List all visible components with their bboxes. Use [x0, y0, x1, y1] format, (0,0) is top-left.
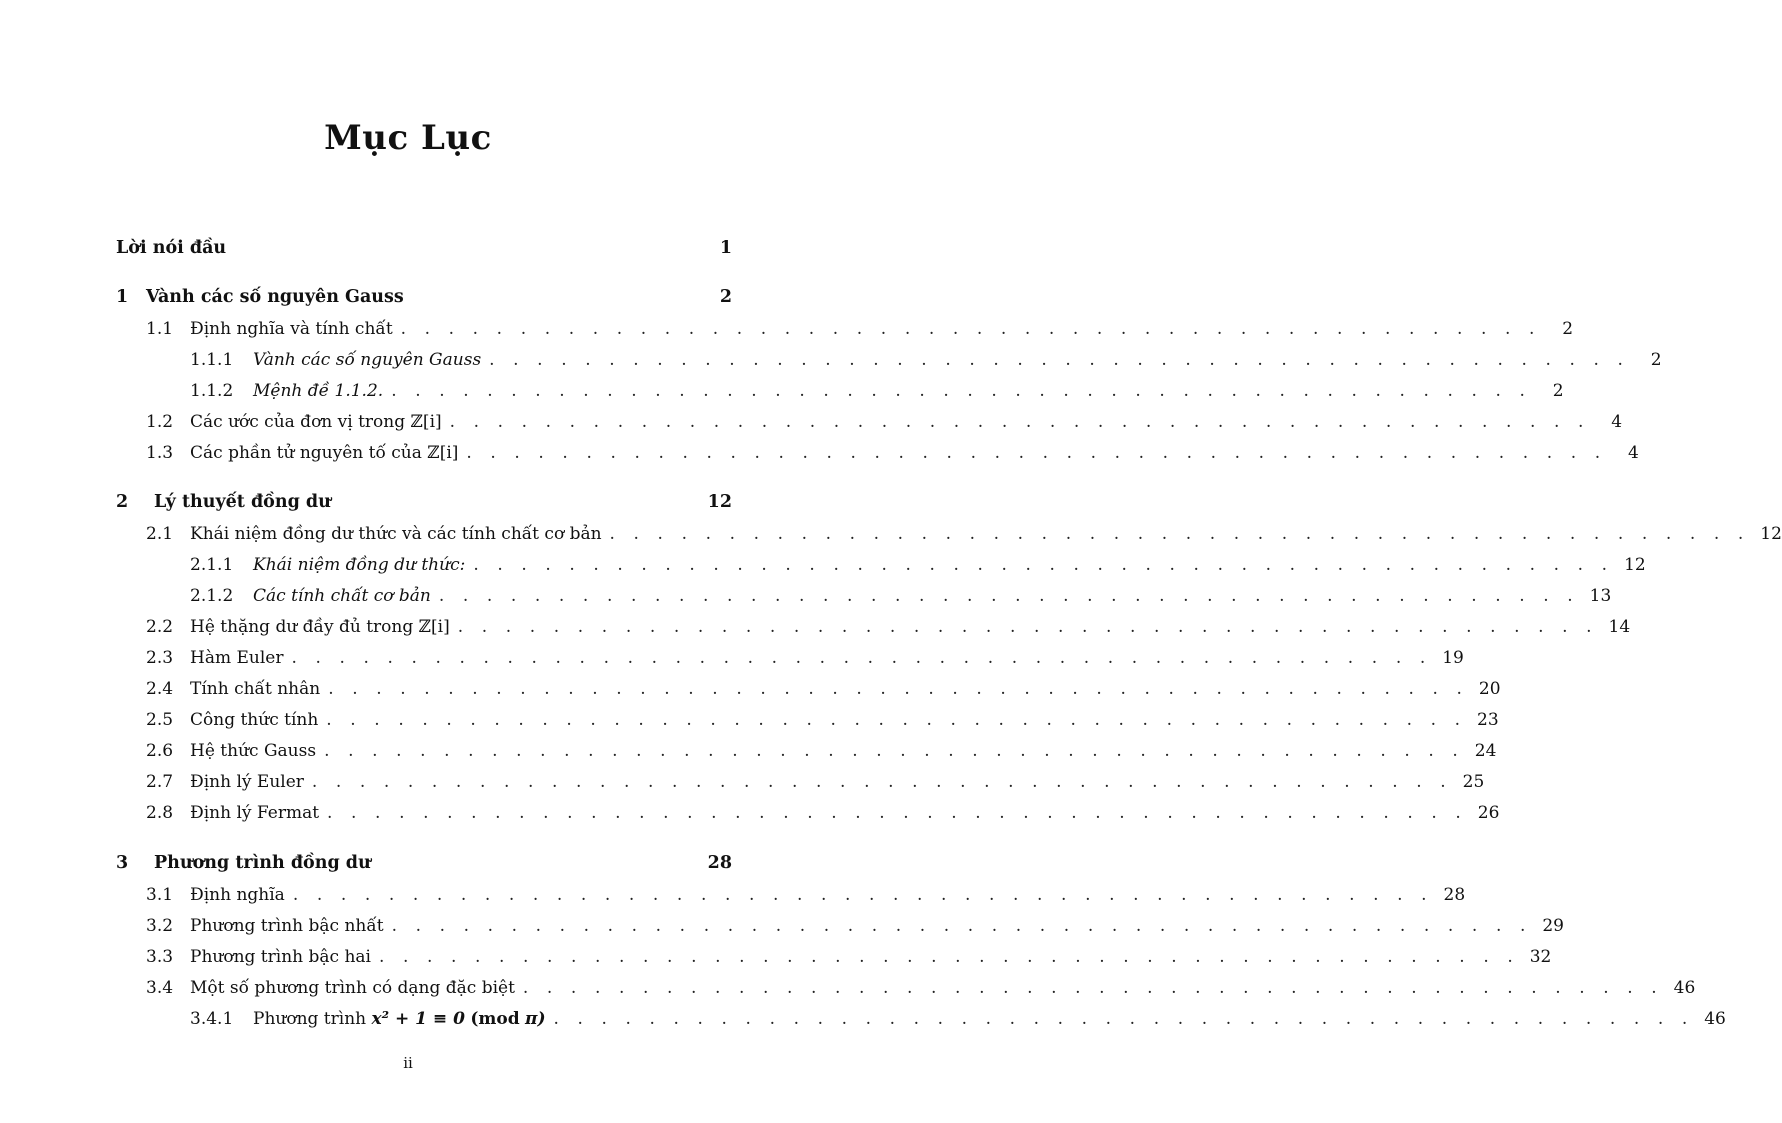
toc-entry-subsection-1-1-1[interactable]: [116, 350, 1662, 374]
toc-entry-section-2-7[interactable]: [116, 772, 1485, 796]
toc-entry-number: 2.5: [146, 710, 174, 730]
toc-entry-number: 2.1: [146, 524, 174, 544]
toc-entry-title: Khái niệm đồng dư thức và các tính chất cơ bản: [190, 524, 602, 544]
toc-leader-dots: . . . . . . . . . . . . . . . . . . . . . . . . . . . . . . . . . . . . . . . . . . . . . . . .: [328, 679, 1469, 699]
toc-entry-preface[interactable]: [116, 238, 732, 262]
toc-entry-page: 25: [1462, 772, 1485, 792]
toc-entry-number: 2.4: [146, 679, 174, 699]
toc-entry-section-2-3[interactable]: [116, 648, 1464, 672]
toc-entry-title: Các tính chất cơ bản: [253, 586, 431, 606]
toc-entry-subsection-1-1-2[interactable]: [116, 381, 1564, 405]
toc-entry-page: 2: [1562, 319, 1574, 339]
toc-entry-page: 19: [1442, 648, 1464, 668]
toc-entry-section-1-1[interactable]: [116, 319, 1574, 343]
toc-entry-title: Khái niệm đồng dư thức:: [253, 555, 466, 575]
page-number: ii: [403, 1054, 413, 1072]
toc-entry-title: Vành các số nguyên Gauss: [253, 350, 482, 370]
toc-entry-page: 32: [1529, 947, 1552, 967]
toc-leader-dots: . . . . . . . . . . . . . . . . . . . . . . . . . . . . . . . . . . . . . . . . . . . . . . . .: [553, 1009, 1694, 1029]
toc-entry-title: [253, 1009, 546, 1029]
toc-entry-page: 13: [1589, 586, 1612, 606]
toc-leader-dots: . . . . . . . . . . . . . . . . . . . . . . . . . . . . . . . . . . . . . . . . . . . . . . . .: [327, 803, 1468, 823]
toc-entry-number: 1.3: [146, 443, 174, 463]
page-title: Mục Lục: [324, 118, 492, 158]
toc-entry-number: 1.1.2: [190, 381, 234, 401]
toc-entry-number: 1.1: [146, 319, 174, 339]
toc-entry-number: 3.2: [146, 916, 174, 936]
toc-entry-section-2-4[interactable]: [116, 679, 1501, 703]
toc-leader-dots: . . . . . . . . . . . . . . . . . . . . . . . . . . . . . . . . . . . . . . . . . . . . . . . .: [438, 586, 1580, 606]
toc-entry-title: Lý thuyết đồng dư: [154, 492, 331, 512]
toc-entry-number: 1: [116, 287, 129, 307]
toc-entry-number: 2.3: [146, 648, 174, 668]
toc-entry-page: 4: [1627, 443, 1639, 463]
toc-entry-page: 46: [1673, 978, 1696, 998]
toc-entry-number: 3.1: [146, 885, 174, 905]
toc-entry-chapter-1[interactable]: [116, 287, 732, 311]
toc-entry-title: Phương trình bậc hai: [190, 947, 371, 967]
toc-entry-title: Hệ thức Gauss: [190, 741, 317, 761]
toc-entry-title: Định nghĩa và tính chất: [190, 319, 393, 339]
toc-leader-dots: . . . . . . . . . . . . . . . . . . . . . . . . . . . . . . . . . . . . . . . . . . . . . . . .: [391, 916, 1532, 936]
toc-entry-section-2-6[interactable]: [116, 741, 1497, 765]
toc-entry-page: 12: [1624, 555, 1646, 575]
toc-entry-number: 3: [116, 853, 129, 873]
toc-entry-title: Một số phương trình có dạng đặc biệt: [190, 978, 515, 998]
toc-entry-page: 46: [1704, 1009, 1726, 1029]
toc-entry-section-3-3[interactable]: [116, 947, 1552, 971]
toc-entry-title: Phương trình bậc nhất: [190, 916, 384, 936]
toc-entry-page: 12: [707, 492, 732, 512]
toc-leader-dots: . . . . . . . . . . . . . . . . . . . . . . . . . . . . . . . . . . . . . . . . . . . . . . . .: [326, 710, 1467, 730]
toc-entry-number: 2.6: [146, 741, 174, 761]
toc-entry-page: 26: [1477, 803, 1500, 823]
toc-entry-page: 20: [1478, 679, 1501, 699]
toc-entry-section-2-5[interactable]: [116, 710, 1499, 734]
toc-entry-number: 3.4: [146, 978, 174, 998]
toc-leader-dots: . . . . . . . . . . . . . . . . . . . . . . . . . . . . . . . . . . . . . . . . . . . . . . . .: [378, 947, 1520, 967]
toc-entry-title: Định lý Euler: [190, 772, 304, 792]
toc-entry-number: 2.1.1: [190, 555, 234, 575]
toc-entry-page: 23: [1477, 710, 1499, 730]
toc-entry-page: 28: [707, 853, 732, 873]
toc-entry-number: 2.2: [146, 617, 174, 637]
toc-entry-page: 1: [719, 238, 732, 258]
toc-entry-title: Các phần tử nguyên tố của ℤ[i]: [190, 443, 459, 463]
toc-entry-subsection-2-1-1[interactable]: [116, 555, 1646, 579]
equation-modulus: π): [525, 1009, 546, 1029]
toc-entry-title: Các ước của đơn vị trong ℤ[i]: [190, 412, 442, 432]
toc-entry-page: 2: [719, 287, 732, 307]
toc-entry-page: 2: [1552, 381, 1564, 401]
toc-leader-dots: . . . . . . . . . . . . . . . . . . . . . . . . . . . . . . . . . . . . . . . . . . . . . . . .: [391, 381, 1532, 401]
toc-entry-page: 12: [1760, 524, 1782, 544]
toc-entry-page: 29: [1542, 916, 1564, 936]
toc-entry-number: 2.7: [146, 772, 174, 792]
toc-entry-number: 3.3: [146, 947, 174, 967]
toc-leader-dots: . . . . . . . . . . . . . . . . . . . . . . . . . . . . . . . . . . . . . . . . . . . . . . . .: [466, 443, 1607, 463]
toc-entry-section-2-2[interactable]: [116, 617, 1631, 641]
toc-entry-chapter-2[interactable]: [116, 492, 732, 516]
toc-entry-page: 4: [1611, 412, 1623, 432]
toc-entry-subsection-2-1-2[interactable]: [116, 586, 1612, 610]
toc-leader-dots: . . . . . . . . . . . . . . . . . . . . . . . . . . . . . . . . . . . . . . . . . . . . . . . .: [324, 741, 1465, 761]
toc-entry-section-2-1[interactable]: [116, 524, 1782, 548]
toc-entry-title: Hệ thặng dư đầy đủ trong ℤ[i]: [190, 617, 450, 637]
toc-entry-number: 1.2: [146, 412, 174, 432]
toc-leader-dots: . . . . . . . . . . . . . . . . . . . . . . . . . . . . . . . . . . . . . . . . . . . . . . . .: [489, 350, 1630, 370]
toc-entry-title: Định lý Fermat: [190, 803, 320, 823]
toc-leader-dots: . . . . . . . . . . . . . . . . . . . . . . . . . . . . . . . . . . . . . . . . . . . . . . . .: [311, 772, 1453, 792]
toc-entry-number: 3.4.1: [190, 1009, 234, 1029]
equation-mod: (mod: [470, 1009, 520, 1029]
toc-leader-dots: . . . . . . . . . . . . . . . . . . . . . . . . . . . . . . . . . . . . . . . . . . . . . . . .: [522, 978, 1664, 998]
toc-entry-number: 2: [116, 492, 129, 512]
toc-leader-dots: . . . . . . . . . . . . . . . . . . . . . . . . . . . . . . . . . . . . . . . . . . . . . . . .: [457, 617, 1599, 637]
toc-entry-title: Vành các số nguyên Gauss: [146, 287, 404, 307]
toc-entry-section-3-1[interactable]: [116, 885, 1466, 909]
toc-entry-title: Định nghĩa: [190, 885, 285, 905]
toc-leader-dots: . . . . . . . . . . . . . . . . . . . . . . . . . . . . . . . . . . . . . . . . . . . . . . . .: [291, 648, 1432, 668]
equation-lhs: x² + 1 ≡ 0: [371, 1009, 465, 1029]
toc-entry-page: 14: [1608, 617, 1631, 637]
toc-entry-title-text: Phương trình: [253, 1009, 367, 1029]
toc-entry-page: 28: [1443, 885, 1466, 905]
toc-entry-chapter-3[interactable]: [116, 853, 732, 877]
toc-entry-section-3-4[interactable]: [116, 978, 1696, 1002]
toc-entry-title: Hàm Euler: [190, 648, 284, 668]
toc-entry-page: 2: [1650, 350, 1662, 370]
toc-entry-section-1-3[interactable]: [116, 443, 1639, 467]
toc-entry-page: 24: [1474, 741, 1497, 761]
toc-entry-number: 2.1.2: [190, 586, 234, 606]
toc-leader-dots: . . . . . . . . . . . . . . . . . . . . . . . . . . . . . . . . . . . . . . . . . . . . . . . .: [473, 555, 1614, 575]
toc-entry-title: Phương trình đồng dư: [154, 853, 371, 873]
toc-entry-number: 2.8: [146, 803, 174, 823]
toc-entry-title: Mệnh đề 1.1.2.: [253, 381, 384, 401]
toc-entry-section-2-8[interactable]: [116, 803, 1500, 827]
toc-leader-dots: . . . . . . . . . . . . . . . . . . . . . . . . . . . . . . . . . . . . . . . . . . . . . . . .: [400, 319, 1542, 339]
toc-entry-section-3-2[interactable]: [116, 916, 1564, 940]
toc-entry-number: 1.1.1: [190, 350, 234, 370]
toc-leader-dots: . . . . . . . . . . . . . . . . . . . . . . . . . . . . . . . . . . . . . . . . . . . . . . . .: [609, 524, 1750, 544]
toc-entry-title: Lời nói đầu: [116, 238, 227, 258]
toc-entry-title: Tính chất nhân: [190, 679, 321, 699]
toc-leader-dots: . . . . . . . . . . . . . . . . . . . . . . . . . . . . . . . . . . . . . . . . . . . . . . . .: [449, 412, 1591, 432]
toc-entry-section-1-2[interactable]: [116, 412, 1623, 436]
toc-entry-title: Công thức tính: [190, 710, 319, 730]
toc-leader-dots: . . . . . . . . . . . . . . . . . . . . . . . . . . . . . . . . . . . . . . . . . . . . . . . .: [292, 885, 1434, 905]
toc-entry-subsection-3-4-1[interactable]: [116, 1009, 1726, 1033]
